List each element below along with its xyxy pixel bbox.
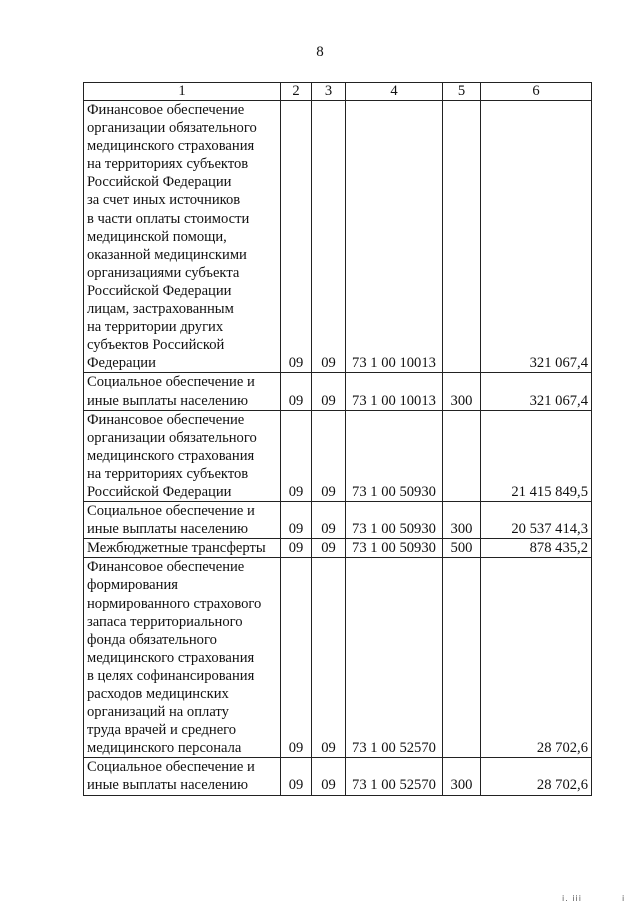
table-row — [84, 558, 592, 758]
cell-subsection: 09 — [312, 101, 346, 373]
cell-subsection: 09 — [312, 539, 346, 558]
cell-target-article: 73 1 00 50930 — [346, 410, 443, 501]
cell-expense-type — [443, 410, 481, 501]
cell-item-name — [84, 558, 281, 758]
budget-table — [83, 82, 592, 796]
cell-section: 09 — [281, 101, 312, 373]
cell-target-article: 73 1 00 52570 — [346, 758, 443, 795]
item-name-line: медицинской помощи, — [87, 228, 227, 245]
item-name-line: медицинского персонала — [87, 740, 242, 757]
column-header-5: 5 — [443, 83, 481, 101]
item-name-line: Российской Федерации — [87, 483, 232, 500]
item-name-line: на территориях субъектов — [87, 156, 249, 173]
item-name-line: субъектов Российской — [87, 337, 225, 354]
table-row — [84, 758, 592, 795]
cell-subsection: 09 — [312, 558, 346, 758]
item-name-line: в части оплаты стоимости — [87, 210, 250, 227]
column-header-6: 6 — [481, 83, 592, 101]
cell-amount: 321 067,4 — [481, 373, 592, 410]
item-name-line: за счет иных источников — [87, 192, 241, 209]
column-header-3: 3 — [312, 83, 346, 101]
cell-subsection: 09 — [312, 410, 346, 501]
item-name-line: оказанной медицинскими — [87, 246, 247, 263]
item-name-line: Социальное обеспечение и — [87, 759, 255, 776]
item-name-line: Межбюджетные трансферты — [87, 540, 266, 557]
item-name-line: Федерации — [87, 355, 156, 372]
cell-amount: 20 537 414,3 — [481, 502, 592, 539]
cell-amount: 321 067,4 — [481, 101, 592, 373]
item-name-line: на территориях субъектов — [87, 465, 249, 482]
cell-subsection: 09 — [312, 373, 346, 410]
item-name-line: расходов медицинских — [87, 686, 229, 702]
cell-subsection: 09 — [312, 502, 346, 539]
cell-item-name — [84, 373, 281, 410]
table-row — [84, 539, 592, 558]
cell-expense-type — [443, 101, 481, 373]
table-body — [84, 101, 592, 796]
column-header-2: 2 — [281, 83, 312, 101]
cell-section: 09 — [281, 558, 312, 758]
item-name-line: медицинского страхования — [87, 447, 255, 464]
cell-expense-type: 500 — [443, 539, 481, 558]
cell-item-name — [84, 410, 281, 501]
cell-item-name — [84, 502, 281, 539]
item-name-line: в целях софинансирования — [87, 667, 255, 684]
cell-section: 09 — [281, 410, 312, 501]
item-name-line: иные выплаты населению — [87, 392, 248, 409]
item-name-line: на территории других — [87, 319, 224, 336]
cell-item-name — [84, 539, 281, 558]
table-row — [84, 101, 592, 373]
table-row — [84, 410, 592, 501]
cell-target-article: 73 1 00 52570 — [346, 558, 443, 758]
cell-item-name — [84, 758, 281, 795]
page-number: 8 — [316, 44, 324, 60]
column-header-4: 4 — [346, 83, 443, 101]
cell-item-name — [84, 101, 281, 373]
cell-section: 09 — [281, 758, 312, 795]
item-name-line: Социальное обеспечение и — [87, 374, 255, 391]
cell-target-article: 73 1 00 50930 — [346, 502, 443, 539]
item-name-line: иные выплаты населению — [87, 521, 248, 538]
cell-subsection: 09 — [312, 758, 346, 795]
footer-scan-mark-right: i — [622, 894, 625, 903]
cell-target-article: 73 1 00 10013 — [346, 373, 443, 410]
item-name-line: медицинского страхования — [87, 138, 255, 155]
item-name-line: фонда обязательного — [87, 631, 217, 648]
item-name-line: иные выплаты населению — [87, 777, 248, 794]
cell-amount: 28 702,6 — [481, 558, 592, 758]
column-header-1: 1 — [84, 83, 281, 101]
cell-amount: 21 415 849,5 — [481, 410, 592, 501]
table-header-row — [84, 83, 592, 101]
table-row — [84, 373, 592, 410]
item-name-line: организациями субъекта — [87, 264, 240, 281]
item-name-line: лицам, застрахованным — [87, 301, 234, 318]
item-name-line: труда врачей и среднего — [87, 722, 237, 739]
cell-expense-type: 300 — [443, 373, 481, 410]
footer-scan-mark: i. iii — [562, 894, 582, 903]
cell-expense-type: 300 — [443, 758, 481, 795]
item-name-line: запаса территориального — [87, 613, 243, 630]
item-name-line: Российской Федерации — [87, 282, 232, 299]
cell-expense-type: 300 — [443, 502, 481, 539]
item-name-line: организации обязательного — [87, 429, 257, 446]
cell-section: 09 — [281, 373, 312, 410]
cell-section: 09 — [281, 539, 312, 558]
item-name-line: организации обязательного — [87, 120, 257, 137]
item-name-line: медицинского страхования — [87, 649, 255, 666]
item-name-line: Финансовое обеспечение — [87, 559, 245, 576]
item-name-line: формирования — [87, 577, 178, 594]
cell-target-article: 73 1 00 50930 — [346, 539, 443, 558]
cell-target-article: 73 1 00 10013 — [346, 101, 443, 373]
item-name-line: нормированного страхового — [87, 595, 262, 612]
cell-amount: 878 435,2 — [481, 539, 592, 558]
item-name-line: Финансовое обеспечение — [87, 411, 245, 428]
item-name-line: организаций на оплату — [87, 704, 229, 721]
cell-amount: 28 702,6 — [481, 758, 592, 795]
item-name-line: Российской Федерации — [87, 174, 232, 191]
table-row — [84, 502, 592, 539]
cell-expense-type — [443, 558, 481, 758]
item-name-line: Социальное обеспечение и — [87, 503, 255, 520]
cell-section: 09 — [281, 502, 312, 539]
item-name-line: Финансовое обеспечение — [87, 102, 245, 118]
